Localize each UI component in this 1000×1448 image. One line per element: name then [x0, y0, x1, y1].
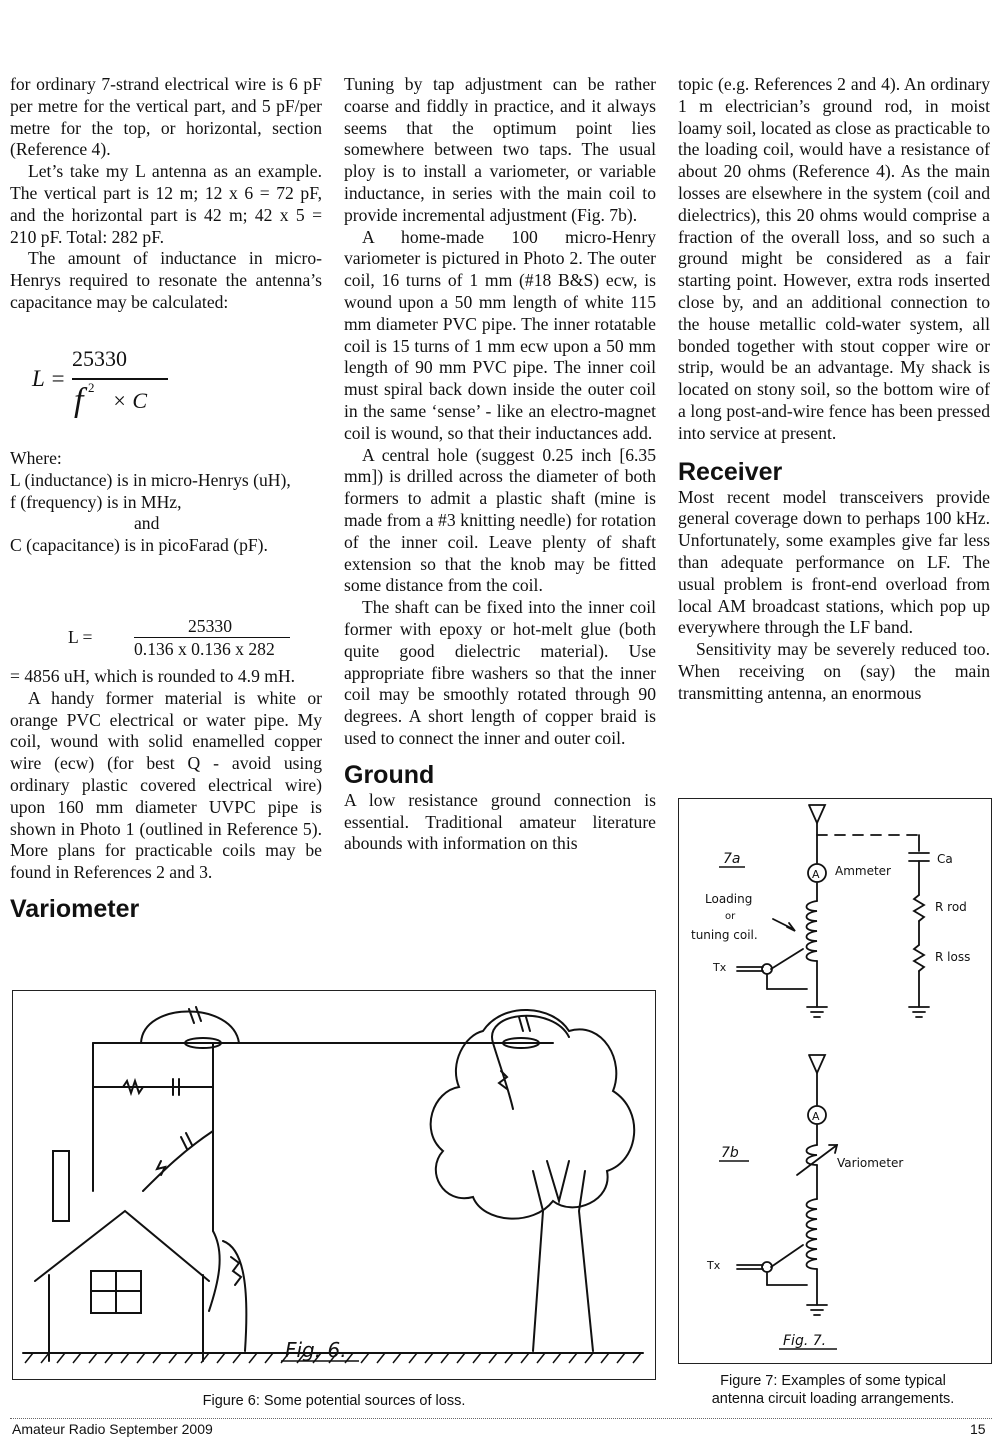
worked-formula — [60, 616, 310, 662]
figure-6-caption: Figure 6: Some potential sources of loss. — [202, 1393, 466, 1409]
ca-label: Ca — [937, 852, 953, 866]
section-heading-ground: Ground — [344, 760, 435, 789]
inductance-formula — [30, 344, 180, 440]
col2-paragraph: A low resistance ground connection is essential. Traditional amateur literature abounds with information on this — [344, 789, 656, 854]
loading-coil-label-2: or — [725, 911, 736, 922]
figure-7-caption-line-1: Figure 7: Examples of some typical — [720, 1373, 946, 1389]
definition-f: f (frequency) is in MHz, — [10, 491, 182, 512]
column-1-bottom — [10, 666, 322, 924]
footer-page-number: 15 — [970, 1421, 986, 1437]
col2-paragraph: A home-made 100 micro-Henry variometer is pictured in Photo 2. The outer coil, 16 turns of 1 mm (#18 B&S) ecw, is wound upon a 50 mm length of white 115 mm diameter PVC pipe. The inner rotatable coil is 15 turns of 1 mm ecw upon a 50 mm length of 90 mm PVC pipe. The inner coil must spiral back down inside the outer coil in the same ‘sense’ - like an electro-magnet coil is wound, so that their inductances add. — [344, 226, 656, 443]
definition-l: L (inductance) is in micro-Henrys (uH), — [10, 469, 291, 490]
formula-f: f — [74, 382, 84, 419]
loading-coil-label-3: tuning coil. — [691, 928, 758, 942]
figure-6-frame — [12, 990, 656, 1380]
tx-label-a: Tx — [713, 961, 727, 974]
ammeter-symbol-a: A — [812, 868, 820, 881]
r-rod-label: R rod — [935, 900, 967, 914]
formula2-fraction-bar — [134, 637, 290, 638]
column-1-definitions — [10, 448, 322, 557]
col1-paragraph: for ordinary 7-strand electrical wire is 6 pF per metre for the vertical part, and 5 pF/per metre for the top, or horizontal, section (Reference 4). — [10, 74, 322, 160]
figure-7b-label: 7b — [721, 1145, 739, 1161]
section-heading-receiver: Receiver — [678, 457, 783, 486]
formula-numerator: 25330 — [72, 346, 127, 371]
formula2-denominator: 0.136 x 0.136 x 282 — [134, 639, 275, 659]
formula-times-c: × C — [112, 388, 148, 413]
col2-paragraph: A central hole (suggest 0.25 inch [6.35 mm]) is drilled across the diameter of both formers to admit a plastic shaft (mine is made from a #3 knitting needle) for rotation of the inner coil. Leave plenty of shaft extension so that the knob may be fitted some distance from the coil. — [344, 444, 656, 596]
ammeter-symbol-b: A — [812, 1110, 820, 1123]
footer-rule — [10, 1418, 992, 1420]
col3-paragraph: Most recent model transceivers provide general coverage down to perhaps 100 kHz. Unfortunately, some examples give far less than adequate performance on LF. The usual problem is front-end overload from local AM broadcast stations, which pop up everywhere through the LF band. — [678, 486, 990, 638]
formula-result: = 4856 uH, which is rounded to 4.9 mH. — [10, 666, 296, 686]
col1-paragraph: Let’s take my L antenna as an example. The vertical part is 12 m; 12 x 6 = 72 pF, and the horizontal part is 42 m; 42 x 5 = 210 pF. Total: 282 pF. — [10, 161, 322, 247]
where-label: Where: — [10, 448, 62, 468]
figure-7-caption — [670, 1372, 996, 1408]
tx-label-b: Tx — [707, 1259, 721, 1272]
figure-7-label: Fig. 7. — [783, 1333, 827, 1349]
section-heading-variometer: Variometer — [10, 894, 140, 923]
figure-7a-label: 7a — [723, 851, 741, 867]
formula2-lhs: L = — [68, 627, 93, 647]
loading-coil-label-1: Loading — [705, 892, 753, 906]
figure-7-frame — [678, 798, 992, 1364]
col1-paragraph: A handy former material is white or orange PVC electrical or water pipe. My coil, wound with solid enamelled copper wire (ecw) (for best Q - avoid using ordinary plastic covered electrical wire) upon 160 mm diameter UVPC pipe is shown in Photo 1 (outlined in Reference 5). More plans for practicable coils may be found in References 2 and 3. — [10, 687, 322, 883]
col3-paragraph: Sensitivity may be severely reduced too. When receiving on (say) the main transmitting antenna, an enormous — [678, 639, 990, 703]
footer-publication: Amateur Radio September 2009 — [12, 1421, 213, 1437]
figure-7-caption-line-2: antenna circuit loading arrangements. — [711, 1391, 955, 1407]
variometer-label: Variometer — [837, 1156, 904, 1170]
ammeter-label: Ammeter — [835, 864, 891, 878]
col2-paragraph: The shaft can be fixed into the inner coil former with epoxy or hot-melt glue (both quite good dielectric material). Use appropriate fibre washers so that the inner coil may be smoothly rotated through 90 degrees. A short length of copper braid is used to connect the inner and outer coil. — [344, 597, 656, 748]
formula-lhs: L = — [32, 366, 66, 391]
figure-7-drawing — [679, 799, 991, 1363]
formula-exponent: 2 — [88, 380, 95, 395]
column-1 — [10, 74, 322, 314]
col1-paragraph: The amount of inductance in micro-Henrys required to resonate the antenna’s capacitance may be calculated: — [10, 248, 322, 312]
figure-6-drawing — [13, 991, 655, 1379]
figure-6-label: Fig. 6. — [285, 1338, 347, 1362]
formula-fraction-bar — [72, 378, 168, 380]
column-3 — [678, 74, 990, 705]
col3-paragraph: topic (e.g. References 2 and 4). An ordinary 1 m electrician’s ground rod, in moist loamy soil, located as close as practicable to the loading coil, would have a resistance of about 20 ohms (Reference 4). As the main losses are elsewhere in the system (coil and dielectrics), this 20 ohms would comprise a fraction of the overall loss, and so such a ground might be considered as a fair starting point. However, extra rods inserted close by, and an additional connection to the house metallic cold-water system, all bonded together with stout copper wire or strip, would be an advantage. My shack is located on stony soil, so the bottom wire of a long post-and-wire fence has been pressed into service at present. — [678, 74, 990, 443]
col2-paragraph: Tuning by tap adjustment can be rather coarse and fiddly in practice, and it always seems that the optimum point lies somewhere between two taps. The usual ploy is to install a variometer, or variable inductance, in series with the main coil to provide incremental adjustment (Fig. 7b). — [344, 74, 656, 225]
formula2-numerator: 25330 — [188, 616, 232, 636]
and-label: and — [134, 513, 160, 534]
column-2 — [344, 74, 656, 855]
definition-c: C (capacitance) is in picoFarad (pF). — [10, 535, 268, 556]
r-loss-label: R loss — [935, 950, 971, 964]
